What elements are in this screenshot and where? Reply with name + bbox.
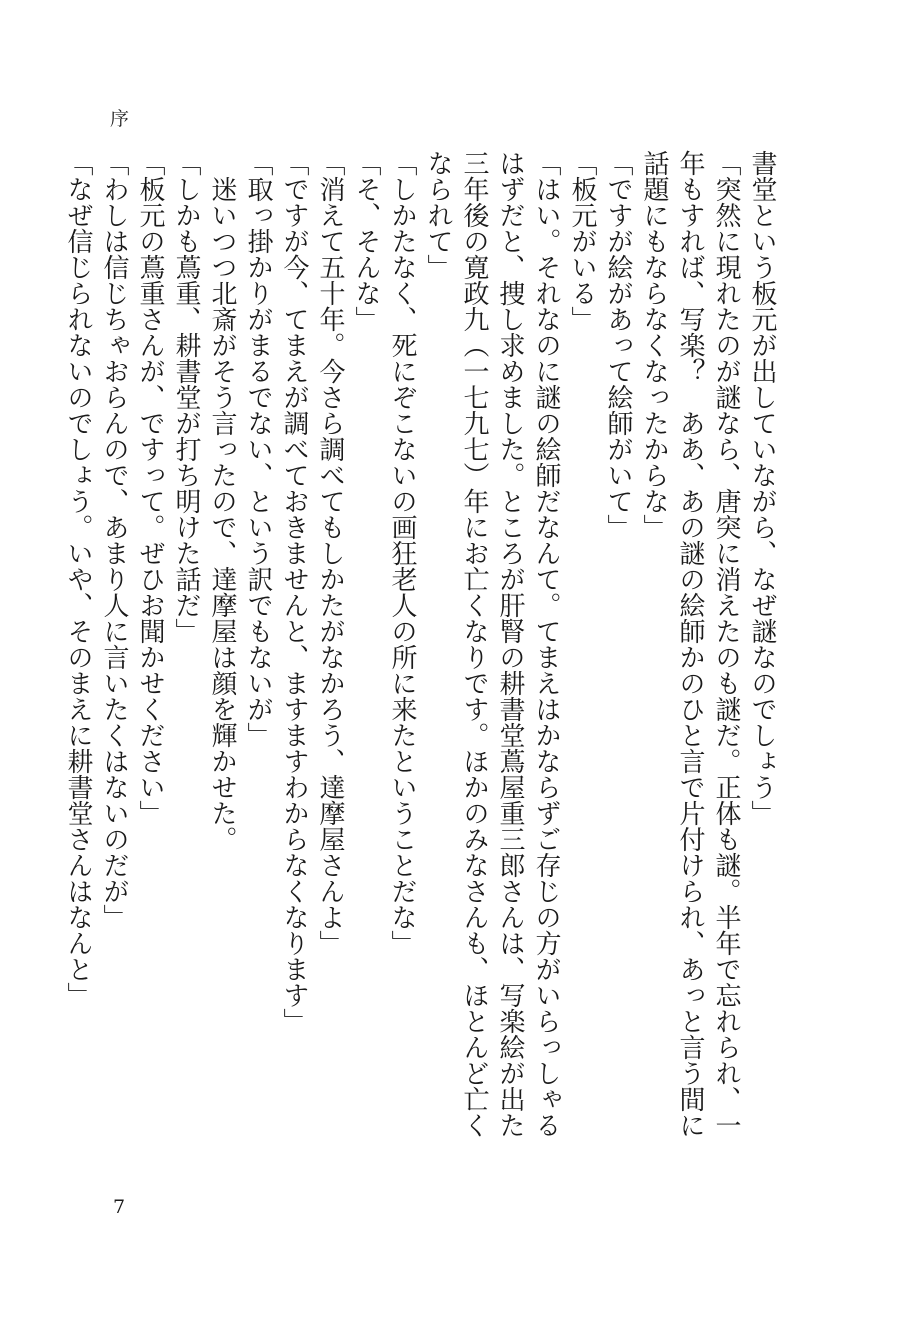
paragraph: 迷いつつ北斎がそう言ったので、達摩屋は顔を輝かせた。 <box>207 176 237 852</box>
paragraph: 「ですが今、てまえが調べておきませんと、ますますわからなくなります」 <box>279 150 309 1034</box>
paragraph: 「取っ掛かりがまるでない、という訳でもないが」 <box>243 150 273 748</box>
paragraph: 「突然に現れたのが謎なら、唐突に消えたのも謎だ。正体も謎。半年で忘れられ、一年もすれば、写楽？ ああ、あの謎の絵師かのひと言で片付けられ、あっと言う間に話題にもならなくなったからな」 <box>639 150 741 1138</box>
paragraph: 「消えて五十年。今さら調べてもしかたがなかろう、達摩屋さんよ」 <box>315 150 345 956</box>
paragraph: 「なぜ信じられないのでしょう。いや、そのまえに耕書堂さんはなんと」 <box>63 150 93 1008</box>
page-number: 7 <box>113 1196 126 1218</box>
running-head: 序 <box>110 108 130 130</box>
body-text <box>63 150 780 1150</box>
paragraph: 「わしは信じちゃおらんので、あまり人に言いたくはないのだが」 <box>99 150 129 930</box>
paragraph: 「しかも蔦重、耕書堂が打ち明けた話だ」 <box>171 150 201 644</box>
paragraph: 書堂という板元が出していながら、なぜ謎なのでしょう」 <box>747 150 777 826</box>
paragraph: 「板元がいる」 <box>567 150 597 332</box>
paragraph: 「ですが絵があって絵師がいて」 <box>603 150 633 540</box>
paragraph: 「板元の蔦重さんが、ですって。ぜひお聞かせください」 <box>135 150 165 826</box>
paragraph: 「そ、そんな」 <box>351 150 381 332</box>
paragraph: 「しかたなく、死にぞこないの画狂老人の所に来たということだな」 <box>387 150 417 956</box>
paragraph: 「はい。それなのに謎の絵師だなんて。てまえはかならずご存じの方がいらっしゃるはずだと、捜し求めました。ところが肝腎の耕書堂蔦屋重三郎さんは、写楽絵が出た三年後の寛政九（一七九七）年にお亡くなりです。ほかのみなさんも、ほとんど亡くなられて」 <box>423 150 561 1138</box>
